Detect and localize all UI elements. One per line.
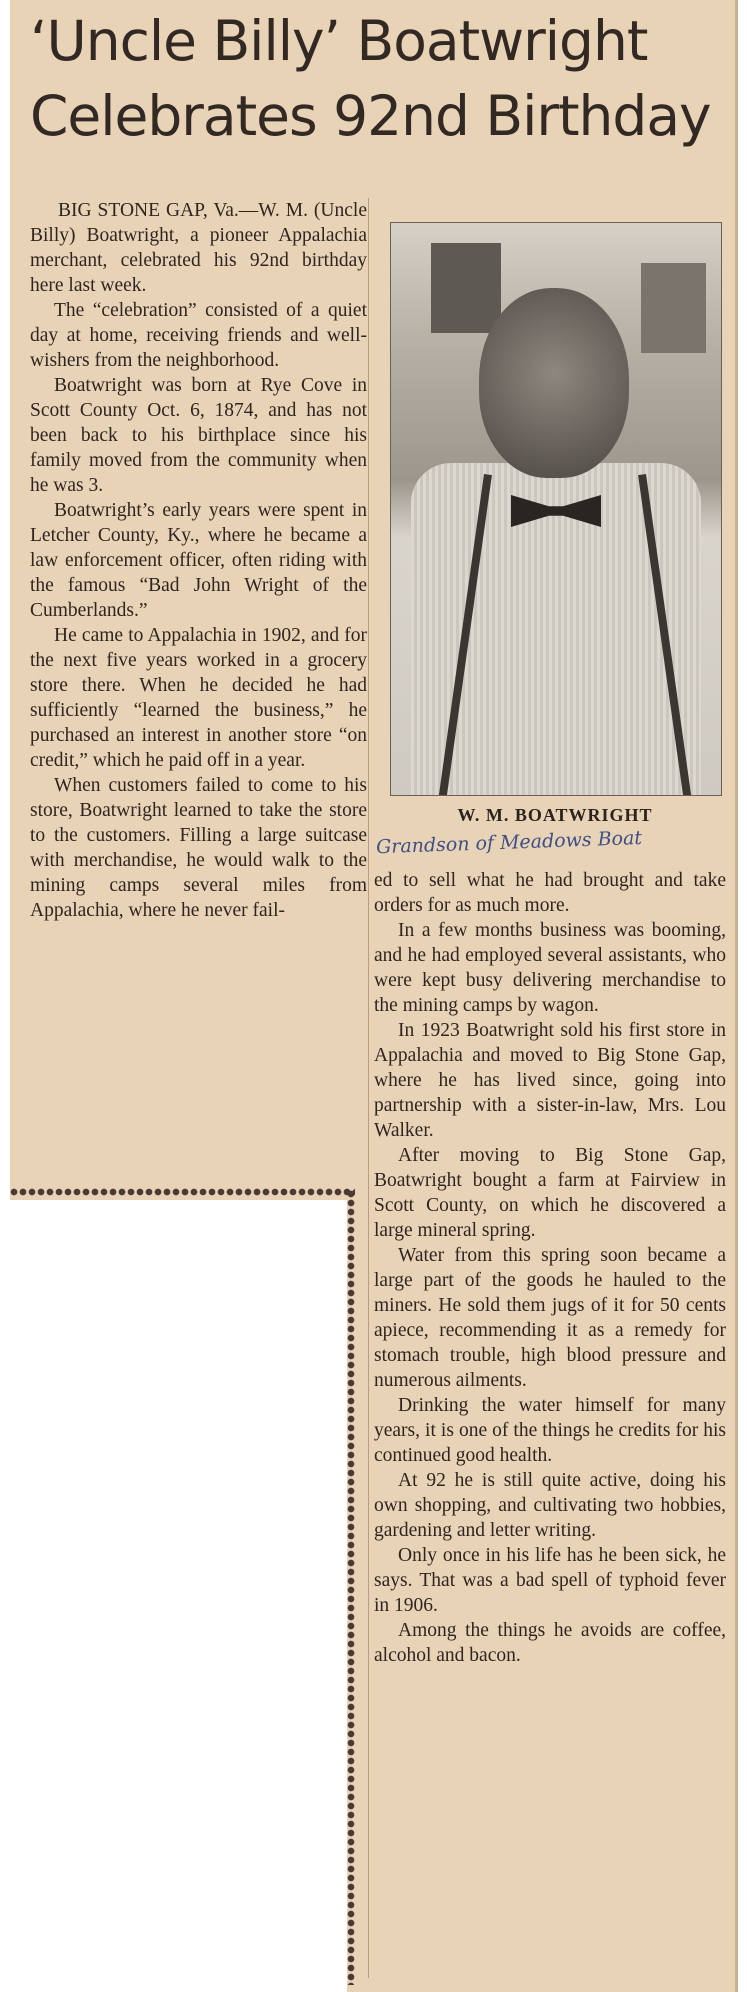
paragraph: When customers failed to come to his store, Boatwright learned to take the store to the customers. Filling a large suitcase with merchandise, he would walk to the mining camps several miles from Appalachia, where he never fail-: [30, 775, 367, 921]
paragraph: Drinking the water himself for many years, it is one of the things he credits for his continued good health.: [374, 1395, 726, 1466]
paragraph: At 92 he is still quite active, doing his own shopping, and cultivating two hobbies, gardening and letter writing.: [374, 1470, 726, 1541]
paragraph: Boatwright was born at Rye Cove in Scott County Oct. 6, 1874, and has not been back to his birthplace since his family moved from the community when he was 3.: [30, 375, 367, 496]
cut-edge-vertical: [345, 1190, 357, 1985]
paragraph: ed to sell what he had brought and take orders for as much more.: [374, 870, 726, 916]
headline: [30, 4, 730, 154]
headline-line-2: Celebrates 92nd Birthday: [30, 84, 711, 148]
paragraph: BIG STONE GAP, Va.—W. M. (Uncle Billy) Boatwright, a pioneer Appalachia merchant, celebrated his 92nd birthday here last week.: [30, 200, 367, 296]
paragraph: After moving to Big Stone Gap, Boatwright bought a farm at Fairview in Scott County, on which he discovered a large mineral spring.: [374, 1145, 726, 1241]
paragraph: Only once in his life has he been sick, he says. That was a bad spell of typhoid fever in 1906.: [374, 1545, 726, 1616]
photo-caption: W. M. BOATWRIGHT: [457, 805, 653, 825]
paragraph: Water from this spring soon became a large part of the goods he hauled to the miners. He sold them jugs of it for 50 cents apiece, recommending it as a remedy for stomach trouble, high blood pressure and numerous ailments.: [374, 1245, 726, 1391]
handwritten-note: Grandson of Meadows Boat: [375, 827, 643, 859]
headline-line-1: ‘Uncle Billy’ Boatwright: [30, 9, 648, 73]
paragraph: In 1923 Boatwright sold his first store in Appalachia and moved to Big Stone Gap, where he has lived since, going into partnership with a sister-in-law, Mrs. Lou Walker.: [374, 1020, 726, 1141]
paragraph: In a few months business was booming, and he had employed several assistants, who were kept busy delivering merchandise to the mining camps by wagon.: [374, 920, 726, 1016]
column-rule: [368, 198, 369, 1978]
paragraph: Boatwright’s early years were spent in Letcher County, Ky., where he became a law enforcement officer, often riding with the famous “Bad John Wright of the Cumberlands.”: [30, 500, 367, 621]
portrait-photo: [390, 222, 722, 796]
paragraph: Among the things he avoids are coffee, alcohol and bacon.: [374, 1620, 726, 1666]
article-right-column: [374, 868, 726, 1668]
paragraph: He came to Appalachia in 1902, and for the next five years worked in a grocery store there. When he decided he had sufficiently “learned the business,” he purchased an interest in another store “on credit,” which he paid off in a year.: [30, 625, 367, 771]
cut-edge-horizontal: [10, 1186, 355, 1198]
clipping-right-edge: [735, 0, 738, 1992]
paragraph: The “celebration” consisted of a quiet day at home, receiving friends and well-wishers from the neighborhood.: [30, 300, 367, 371]
article-left-column: [30, 198, 367, 923]
